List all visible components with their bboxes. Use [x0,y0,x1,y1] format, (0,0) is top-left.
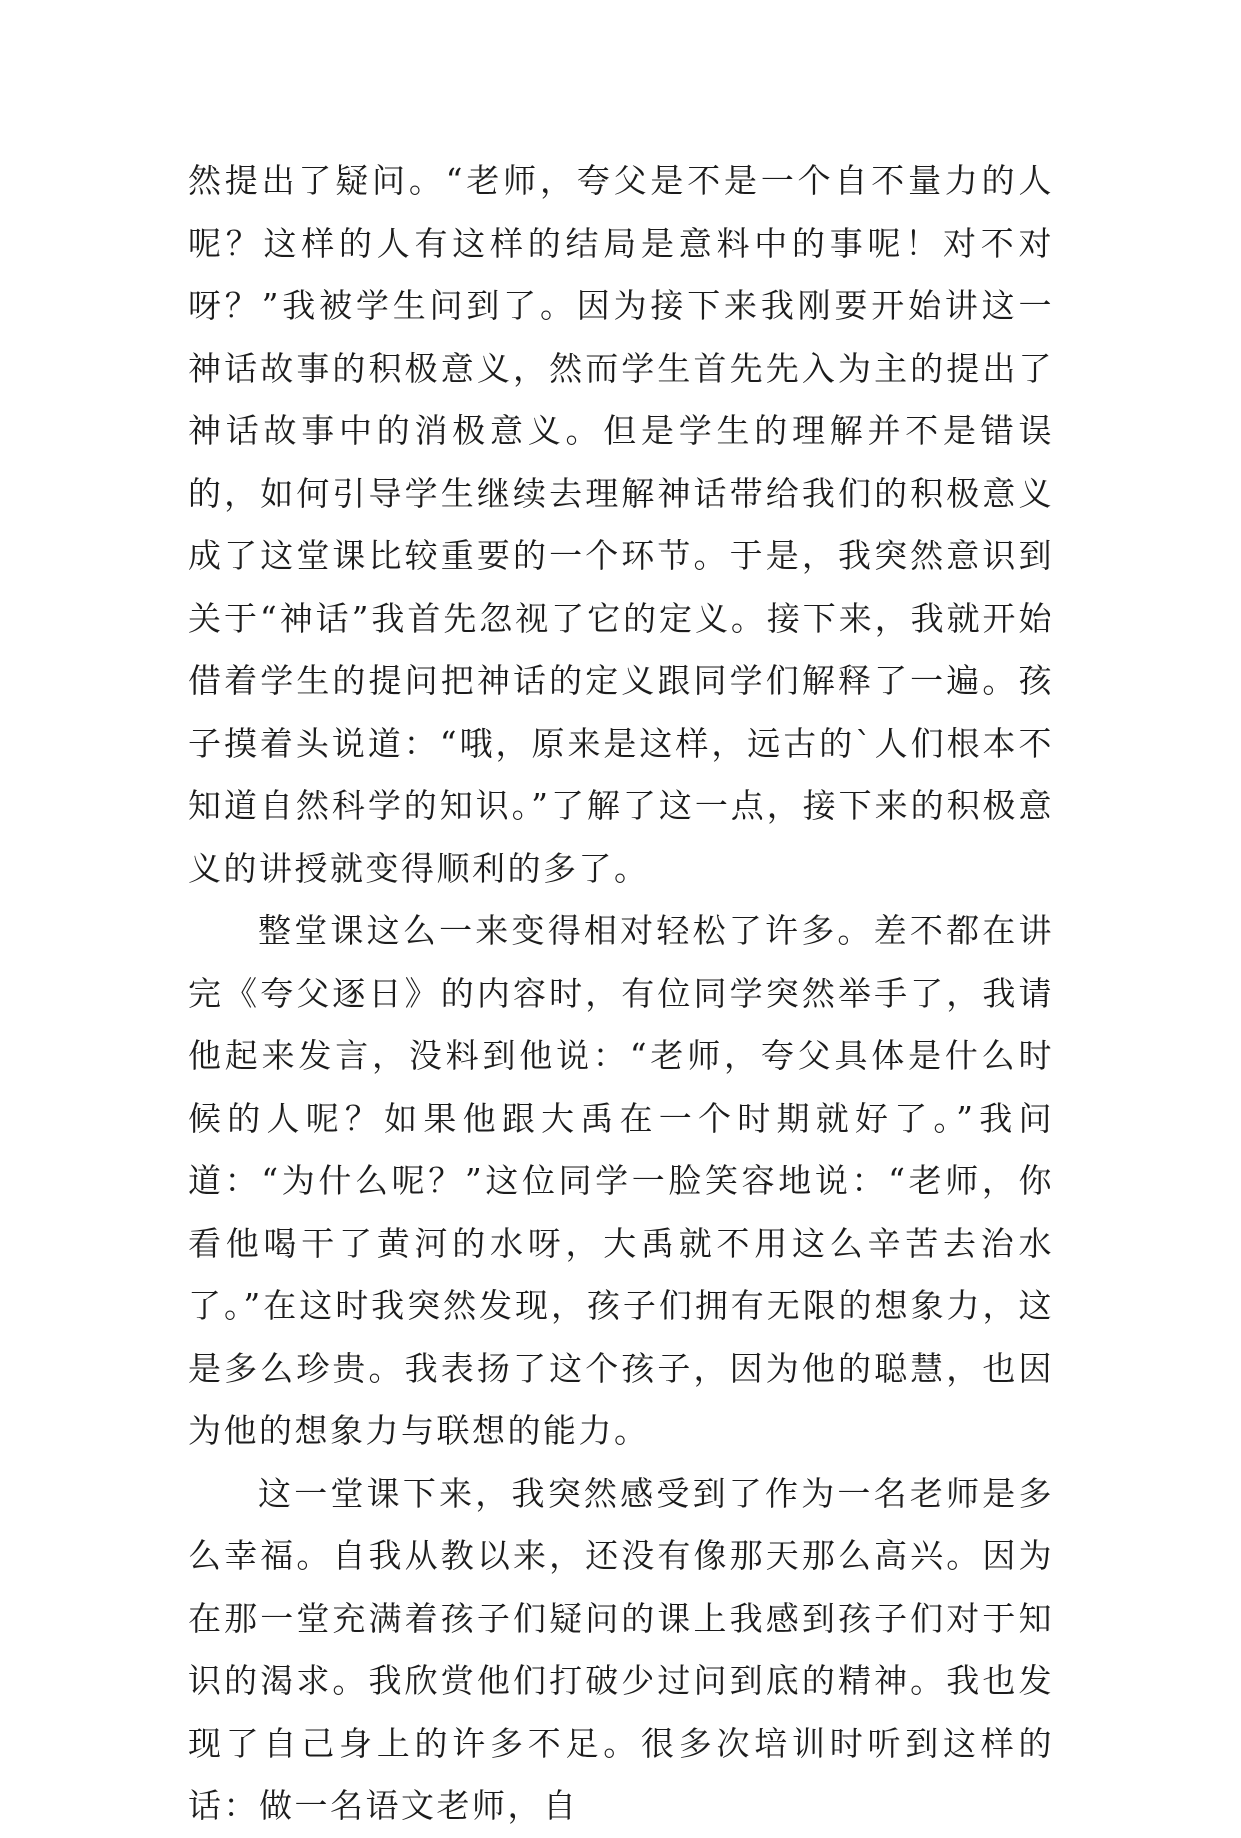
body-text [188,150,1054,1838]
paragraph-reflection: 这一堂课下来，我突然感受到了作为一名老师是多么幸福。自我从教以来，还没有像那天那么高兴。因为在那一堂充满着孩子们疑问的课上我感到孩子们对于知识的渴求。我欣赏他们打破少过问到底的精神。我也发现了自己身上的许多不足。很多次培训时听到这样的话：做一名语文老师，自 [188,1473,1054,1825]
paragraph-classroom-question: 整堂课这么一来变得相对轻松了许多。差不都在讲完《夸父逐日》的内容时，有位同学突然举手了，我请他起来发言，没料到他说：“老师，夸父具体是什么时候的人呢？如果他跟大禹在一个时期就好了。”我问道：“为什么呢？”这位同学一脸笑容地说：“老师，你看他喝干了黄河的水呀，大禹就不用这么辛苦去治水了。”在这时我突然发现，孩子们拥有无限的想象力，这是多么珍贵。我表扬了这个孩子，因为他的聪慧，也因为他的想象力与联想的能力。 [188,911,1054,1450]
paragraph-continuation: 然提出了疑问。“老师，夸父是不是一个自不量力的人呢？这样的人有这样的结局是意料中的事呢！对不对呀？”我被学生问到了。因为接下来我刚要开始讲这一神话故事的积极意义，然而学生首先先入为主的提出了神话故事中的消极意义。但是学生的理解并不是错误的，如何引导学生继续去理解神话带给我们的积极意义成了这堂课比较重要的一个环节。于是，我突然意识到关于“神话”我首先忽视了它的定义。接下来，我就开始借着学生的提问把神话的定义跟同学们解释了一遍。孩子摸着头说道：“哦，原来是这样，远古的`人们根本不知道自然科学的知识。”了解了这一点，接下来的积极意义的讲授就变得顺利的多了。 [188,161,1054,888]
